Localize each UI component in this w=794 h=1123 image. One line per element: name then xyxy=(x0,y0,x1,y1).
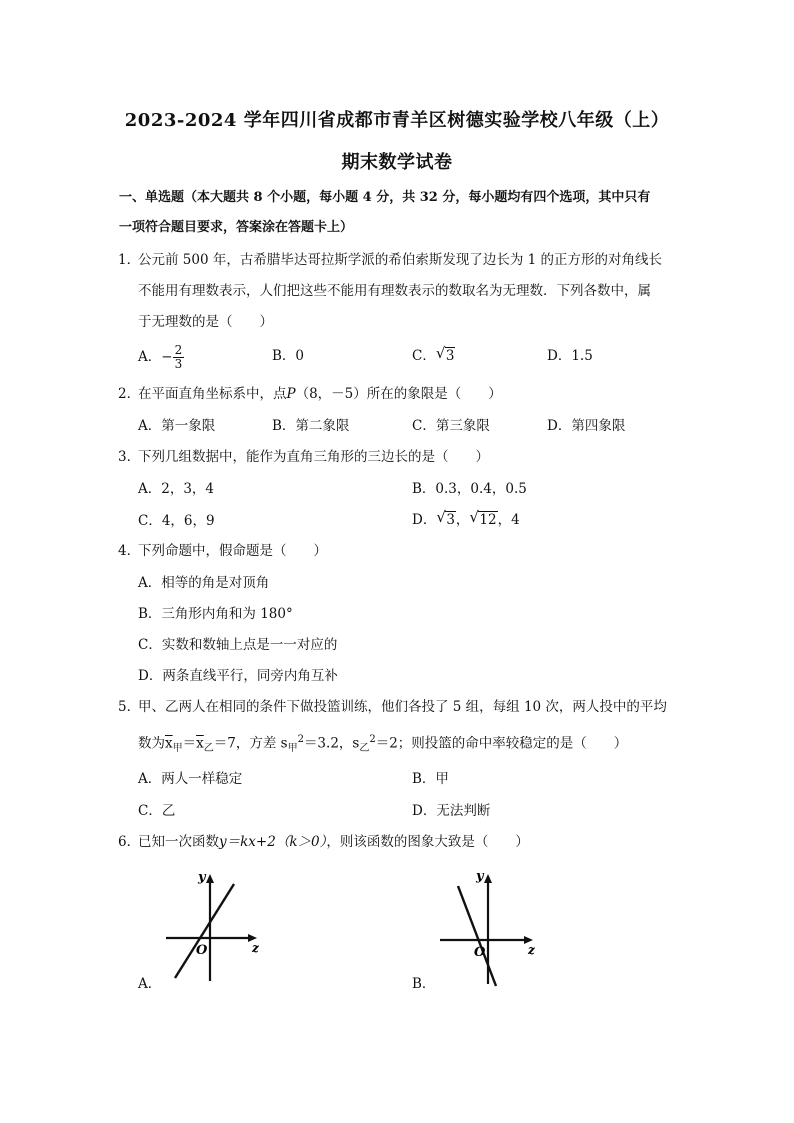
q1-option-a[interactable]: A．− $\frac{2}{3}$ xyxy=(138,343,183,371)
q6-stem: 已知一次函数y＝kx+2（k＞0），则该函数的图象大致是（ ） xyxy=(138,834,529,850)
q6-option-b[interactable]: B． xyxy=(412,976,436,992)
q1-stem-line1: 公元前 500 年，古希腊毕达哥拉斯学派的希伯索斯发现了边长为 1 的正方形的对角线长 xyxy=(138,252,663,268)
function-line xyxy=(458,886,496,986)
q1-option-d[interactable]: D．1.5 xyxy=(547,348,593,364)
q3-stem: 下列几组数据中，能作为直角三角形的三边长的是（ ） xyxy=(138,449,489,465)
q1-number: 1． xyxy=(118,252,141,268)
fraction: $\frac{2}{3}$ xyxy=(174,343,183,371)
q4-option-b[interactable]: B．三角形内角和为 180° xyxy=(138,606,293,622)
q2-option-a[interactable]: A．第一象限 xyxy=(138,418,216,434)
q4-number: 4． xyxy=(118,543,141,559)
sqrt-symbol: √ 3 xyxy=(435,344,455,364)
x-label: z xyxy=(252,941,259,955)
q2-option-b[interactable]: B．第二象限 xyxy=(272,418,350,434)
q6-number: 6． xyxy=(118,834,141,850)
q5-option-b[interactable]: B．甲 xyxy=(412,771,449,787)
q5-stem-line2: 数为$\overline{x}_甲=\overline{x}_乙=7$，方差 $s_甲^2=3.2$，$s_乙^2=2$；则投篮的命中率较稳定的是（ ） xyxy=(138,734,628,755)
q5-option-d[interactable]: D．无法判断 xyxy=(412,803,491,819)
q1-option-b[interactable]: B．0 xyxy=(272,348,305,364)
origin-label: O xyxy=(474,945,486,960)
q1-stem-line2: 不能用有理数表示，人们把这些不能用有理数表示的数取名为无理数．下列各数中，属 xyxy=(138,283,651,299)
origin-label: O xyxy=(196,943,208,958)
q3-option-b[interactable]: B．0.3，0.4，0.5 xyxy=(412,481,527,497)
q6-graph-a xyxy=(160,866,265,986)
sqrt-symbol: √ 12 xyxy=(469,508,497,528)
exam-title-line2: 期末数学试卷 xyxy=(341,152,453,173)
q2-option-d[interactable]: D．第四象限 xyxy=(547,418,626,434)
q5-option-a[interactable]: A．两人一样稳定 xyxy=(138,771,243,787)
q1-stem-line3: 于无理数的是（ ） xyxy=(138,314,273,330)
y-label: y xyxy=(476,869,484,884)
q5-number: 5． xyxy=(118,699,141,715)
y-label: y xyxy=(198,870,206,885)
section-header-line2: 一项符合题目要求，答案涂在答题卡上） xyxy=(119,220,354,235)
function-line xyxy=(175,884,234,978)
q2-number: 2． xyxy=(118,386,141,402)
x-label: z xyxy=(528,943,535,957)
y-arrow xyxy=(484,874,492,883)
exam-title-line1: 2023-2024 学年四川省成都市青羊区树德实验学校八年级（上） xyxy=(124,110,670,131)
q1-option-c[interactable]: C． √ 3 xyxy=(412,344,455,364)
q6-option-a[interactable]: A． xyxy=(138,976,162,992)
q3-number: 3． xyxy=(118,449,141,465)
q3-option-c[interactable]: C．4，6，9 xyxy=(138,513,215,529)
q4-option-d[interactable]: D．两条直线平行，同旁内角互补 xyxy=(138,668,338,684)
q2-option-c[interactable]: C．第三象限 xyxy=(412,418,490,434)
sqrt-symbol: √ 3 xyxy=(436,508,455,528)
q3-option-d[interactable]: D． √ 3， √ 12，4 xyxy=(412,508,520,528)
y-arrow xyxy=(206,874,214,883)
q4-option-a[interactable]: A．相等的角是对顶角 xyxy=(138,575,270,591)
q3-option-a[interactable]: A．2，3，4 xyxy=(138,481,215,497)
q5-option-c[interactable]: C．乙 xyxy=(138,803,176,819)
q5-stem-line1: 甲、乙两人在相同的条件下做投篮训练，他们各投了 5 组，每组 10 次，两人投中的平均 xyxy=(138,699,667,715)
q4-stem: 下列命题中，假命题是（ ） xyxy=(138,543,327,559)
q6-graph-b xyxy=(436,866,541,991)
q2-stem: 在平面直角坐标系中，点P（8，－5）所在的象限是（ ） xyxy=(138,386,502,402)
section-header-line1: 一、单选题（本大题共 8 个小题，每小题 4 分，共 32 分，每小题均有四个选项，其中只有 xyxy=(119,190,651,205)
q4-option-c[interactable]: C．实数和数轴上点是一一对应的 xyxy=(138,637,338,653)
